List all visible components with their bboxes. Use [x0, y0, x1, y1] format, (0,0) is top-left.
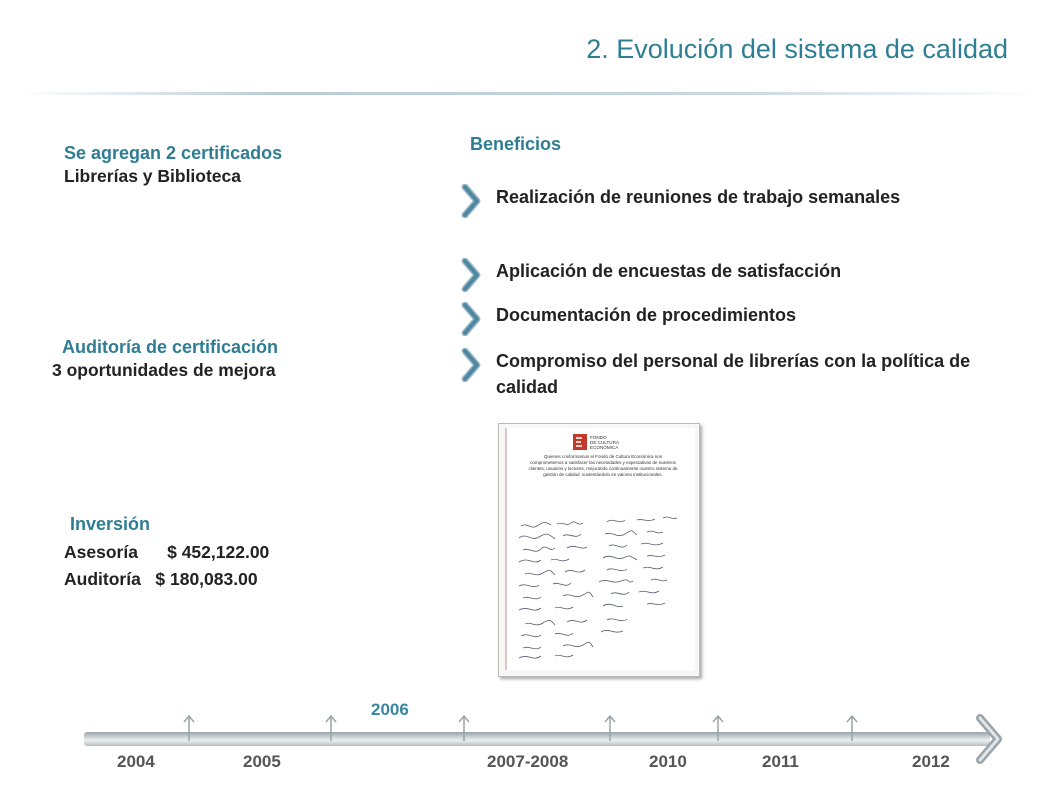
benefit-item	[460, 348, 986, 400]
chevron-right-icon	[460, 302, 486, 336]
benefit-text: Aplicación de encuestas de satisfacción	[496, 261, 842, 281]
benefits-heading: Beneficios	[470, 134, 562, 154]
benefit-item	[460, 302, 976, 336]
timeline-year: 2012	[912, 752, 950, 771]
timeline-year: 2010	[649, 752, 687, 771]
logo-line: ECONÓMICA	[590, 445, 619, 450]
up-arrow-icon	[183, 714, 195, 742]
up-arrow-icon	[604, 714, 616, 742]
investment-line-advisory: Asesoría $ 452,122.00	[64, 542, 270, 562]
benefit-text: Realización de reuniones de trabajo semanales	[496, 187, 901, 207]
audit-heading: Auditoría de certificación	[62, 337, 279, 357]
chevron-right-icon	[460, 184, 486, 218]
timeline-year: 2005	[243, 752, 281, 771]
benefit-text: Compromiso del personal de librerías con la política de calidad	[496, 351, 971, 397]
timeline-year-highlight: 2006	[371, 700, 409, 719]
logo-line: DE CULTURA	[590, 440, 620, 445]
timeline-year: 2004	[117, 752, 155, 771]
up-arrow-icon	[458, 714, 470, 742]
timeline-year: 2011	[762, 752, 799, 771]
title-divider	[20, 92, 1038, 95]
timeline-year: 2007-2008	[487, 752, 569, 771]
chevron-right-icon	[460, 258, 486, 292]
benefit-text: Documentación de procedimientos	[496, 305, 797, 325]
certificates-heading: Se agregan 2 certificados	[64, 143, 283, 163]
chevron-right-icon	[460, 348, 486, 382]
up-arrow-icon	[846, 714, 858, 742]
investment-heading: Inversión	[70, 514, 151, 534]
timeline	[0, 700, 1058, 794]
document-illustration	[507, 428, 695, 668]
signatures	[519, 517, 677, 658]
page-title: 2. Evolución del sistema de calidad	[586, 34, 1008, 64]
quality-policy-document	[498, 423, 700, 677]
policy-statement: Quienes conformamos el Fondo de Cultura Económica nos comprometemos a satisfacer las necesidades y expectativas de nuestros clientes, usuarios y lectores, mejorando continuamente nuestro sistema de gestión de calidad, sustentándolo en valores institucionales.	[528, 454, 678, 477]
timeline-arrow-icon	[974, 714, 1004, 764]
up-arrow-icon	[712, 714, 724, 742]
benefit-item	[460, 258, 976, 292]
audit-body: 3 oportunidades de mejora	[52, 360, 276, 380]
logo-line: FONDO	[590, 435, 607, 440]
investment-line-audit: Auditoría $ 180,083.00	[64, 569, 258, 589]
up-arrow-icon	[325, 714, 337, 742]
benefit-item	[460, 184, 936, 218]
certificates-body: Librerías y Biblioteca	[64, 166, 242, 186]
